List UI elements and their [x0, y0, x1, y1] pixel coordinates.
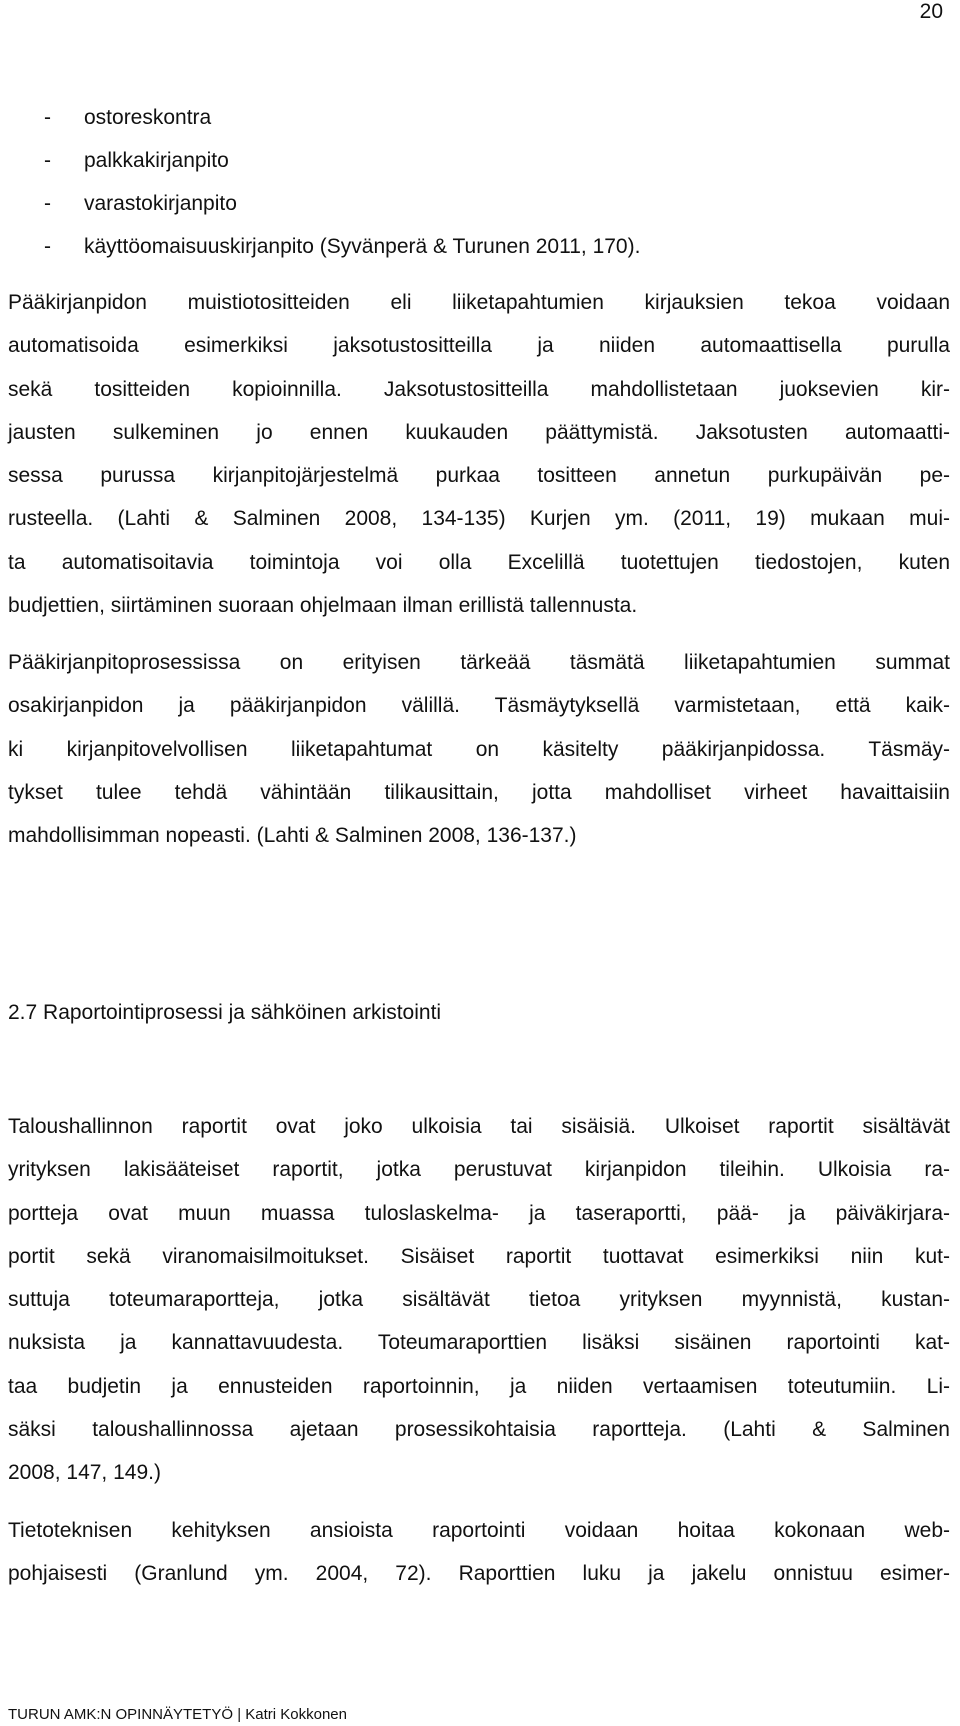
- text-line: Tietoteknisen kehityksen ansioista raportointi voidaan hoitaa kokonaan web-: [8, 1519, 950, 1542]
- text-line: jausten sulkeminen jo ennen kuukauden päättymistä. Jaksotusten automaatti-: [8, 420, 950, 444]
- bullet-list: [44, 96, 924, 268]
- list-item: [44, 225, 924, 268]
- text-line: ki kirjanpitovelvollisen liiketapahtumat on käsitelty pääkirjanpidossa. Täsmäy-: [8, 737, 950, 761]
- text-line: rusteella. (Lahti & Salminen 2008, 134-135) Kurjen ym. (2011, 19) mukaan mui-: [8, 507, 950, 531]
- page-footer: TURUN AMK:N OPINNÄYTETYÖ | Katri Kokkonen: [8, 1706, 347, 1723]
- list-item-text: varastokirjanpito: [84, 192, 237, 215]
- text-line: tykset tulee tehdä vähintään tilikausittain, jotta mahdolliset virheet havaittaisiin: [8, 780, 950, 804]
- list-item: [44, 139, 924, 182]
- paragraph-automation: [8, 281, 950, 627]
- text-line: nuksista ja kannattavuudesta. Toteumaraporttien lisäksi sisäinen raportointi kat-: [8, 1331, 950, 1355]
- text-line: sekä tositteiden kopioinnilla. Jaksotustositteilla mahdollistetaan juoksevien kir-: [8, 377, 950, 401]
- text-line: 2008, 147, 149.): [8, 1461, 161, 1485]
- text-line: portit sekä viranomaisilmoitukset. Sisäiset raportit tuottavat esimerkiksi niin kut-: [8, 1244, 950, 1268]
- text-line: suttuja toteumaraportteja, jotka sisältävät tietoa yrityksen myynnistä, kustan-: [8, 1288, 950, 1312]
- list-bullet: -: [44, 192, 51, 215]
- section-heading: 2.7 Raportointiprosessi ja sähköinen arkistointi: [8, 1001, 442, 1024]
- text-line: sessa purussa kirjanpitojärjestelmä purkaa tositteen annetun purkupäivän pe-: [8, 464, 950, 488]
- paragraph-reporting: [8, 1105, 950, 1495]
- list-bullet: -: [44, 235, 51, 258]
- paragraph-web-reporting: [8, 1509, 950, 1596]
- list-item-text: käyttöomaisuuskirjanpito (Syvänperä & Turunen 2011, 170).: [84, 235, 641, 258]
- list-bullet: -: [44, 149, 51, 172]
- text-line: budjettien, siirtäminen suoraan ohjelmaan ilman erillistä tallennusta.: [8, 594, 638, 618]
- text-line: osakirjanpidon ja pääkirjanpidon välillä. Täsmäytyksellä varmistetaan, että kaik-: [8, 694, 950, 718]
- list-item: [44, 96, 924, 139]
- text-line: Pääkirjanpitoprosessissa on erityisen tärkeää täsmätä liiketapahtumien summat: [8, 651, 950, 674]
- text-line: ta automatisoitavia toimintoja voi olla Excelillä tuotettujen tiedostojen, kuten: [8, 550, 950, 574]
- text-line: mahdollisimman nopeasti. (Lahti & Salminen 2008, 136-137.): [8, 824, 577, 848]
- list-bullet: -: [44, 106, 51, 129]
- text-line: pohjaisesti (Granlund ym. 2004, 72). Raporttien luku ja jakelu onnistuu esimer-: [8, 1562, 950, 1586]
- text-line: Taloushallinnon raportit ovat joko ulkoisia tai sisäisiä. Ulkoiset raportit sisältävät: [8, 1115, 950, 1138]
- text-line: portteja ovat muun muassa tuloslaskelma- ja taseraportti, pää- ja päiväkirjara-: [8, 1201, 950, 1225]
- page-number: 20: [919, 0, 943, 23]
- list-item-text: ostoreskontra: [84, 106, 212, 129]
- list-item: [44, 182, 924, 225]
- text-line: taa budjetin ja ennusteiden raportoinnin, ja niiden vertaamisen toteutumiin. Li-: [8, 1374, 950, 1398]
- text-line: automatisoida esimerkiksi jaksotustositteilla ja niiden automaattisella purulla: [8, 334, 950, 358]
- paragraph-reconciliation: [8, 641, 950, 857]
- text-line: säksi taloushallinnossa ajetaan prosessikohtaisia raportteja. (Lahti & Salminen: [8, 1418, 950, 1442]
- text-line: Pääkirjanpidon muistiotositteiden eli liiketapahtumien kirjauksien tekoa voidaan: [8, 291, 950, 314]
- text-line: yrityksen lakisääteiset raportit, jotka perustuvat kirjanpidon tileihin. Ulkoisia ra-: [8, 1158, 950, 1182]
- list-item-text: palkkakirjanpito: [84, 149, 229, 172]
